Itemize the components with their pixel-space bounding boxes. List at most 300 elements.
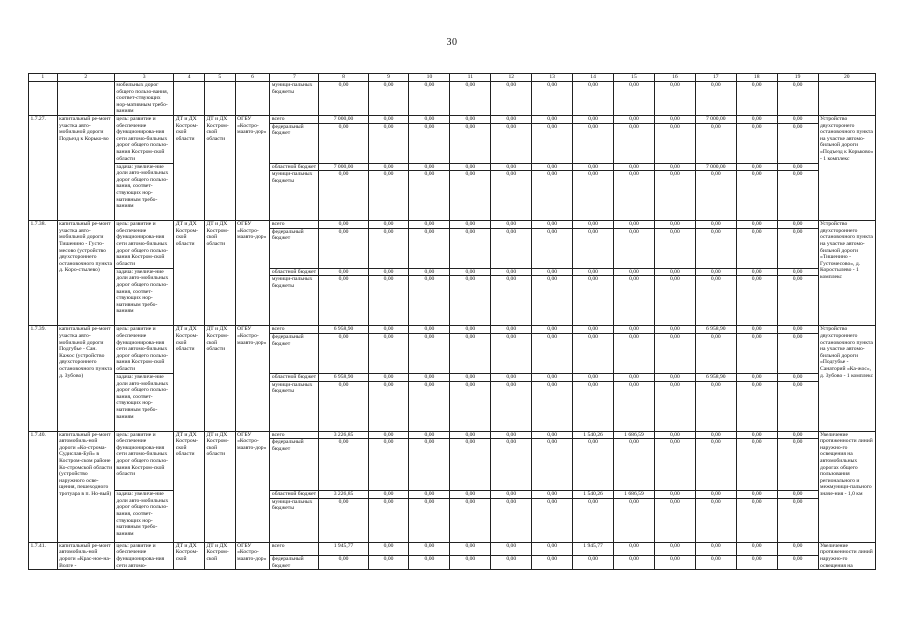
amount-cell: 0,00 — [695, 491, 736, 499]
table-row — [29, 326, 876, 334]
amount-cell: 0,00 — [491, 268, 532, 276]
amount-cell: 0,00 — [491, 542, 532, 555]
item-number: 1.7.40. — [29, 431, 58, 542]
amount-cell: 0,00 — [777, 491, 818, 499]
amount-cell: 0,00 — [532, 491, 573, 499]
amount-cell: 0,00 — [695, 228, 736, 268]
amount-cell: 0,00 — [368, 228, 409, 268]
participant: ОГБУ «Костро-маавто-дор» — [235, 431, 270, 542]
amount-cell: 0,00 — [450, 439, 491, 491]
amount-cell: 0,00 — [654, 115, 695, 123]
amount-cell: 0,00 — [409, 439, 450, 491]
amount-cell: 0,00 — [654, 373, 695, 381]
amount-cell: 0,00 — [695, 439, 736, 491]
amount-cell: 0,00 — [695, 82, 736, 116]
amount-cell: 0,00 — [368, 498, 409, 542]
column-number: 16 — [654, 74, 695, 82]
amount-cell: 0,00 — [450, 163, 491, 171]
amount-cell: 0,00 — [614, 123, 655, 163]
amount-cell: 0,00 — [614, 228, 655, 268]
amount-cell: 0,00 — [450, 268, 491, 276]
amount-cell: 0,00 — [614, 163, 655, 171]
amount-cell: 0,00 — [532, 439, 573, 491]
amount-cell: 0,00 — [736, 498, 777, 542]
amount-cell: 0,00 — [695, 431, 736, 439]
amount-cell: 0,00 — [532, 82, 573, 116]
amount-cell: 0,00 — [409, 333, 450, 373]
amount-cell: 0,00 — [368, 221, 409, 229]
amount-cell: 0,00 — [319, 439, 368, 491]
amount-cell: 0,00 — [777, 82, 818, 116]
table-row — [29, 373, 876, 381]
amount-cell: 0,00 — [409, 171, 450, 221]
empty-cell — [235, 82, 270, 116]
amount-cell: 0,00 — [736, 542, 777, 555]
amount-cell: 0,00 — [409, 268, 450, 276]
amount-cell: 0,00 — [491, 431, 532, 439]
amount-cell: 0,00 — [736, 373, 777, 381]
amount-cell: 0,00 — [532, 373, 573, 381]
amount-cell: 0,00 — [368, 439, 409, 491]
responsible-executor: ДТ и ДХ Костром-ской области — [174, 115, 205, 220]
amount-cell: 0,00 — [409, 228, 450, 268]
amount-cell: 0,00 — [614, 326, 655, 334]
amount-cell: 0,00 — [614, 171, 655, 221]
responsible-executor: ДТ и ДХ Костром-ской области — [174, 221, 205, 326]
amount-cell: 0,00 — [491, 115, 532, 123]
item-name: капитальный ре-монт участка авто-мобильной дороги Подъезд к Корько-во — [57, 115, 114, 220]
amount-cell: 0,00 — [450, 276, 491, 326]
amount-cell: 0,00 — [368, 115, 409, 123]
amount-cell: 0,00 — [654, 542, 695, 555]
amount-cell: 0,00 — [450, 431, 491, 439]
amount-cell: 0,00 — [409, 555, 450, 569]
amount-cell: 0,00 — [368, 333, 409, 373]
source-label: областной бюджет — [270, 163, 319, 171]
task-text: задача: увеличе-ние доли авто-мобильных дорог общего пользо-вания, соответ-ствующих нор-мативным требо-ваниям — [114, 373, 173, 431]
co-executor: ДТ и ДХ Костром-ской — [204, 542, 235, 569]
amount-cell: 0,00 — [777, 123, 818, 163]
amount-cell: 0,00 — [654, 82, 695, 116]
amount-cell: 0,00 — [450, 171, 491, 221]
amount-cell: 0,00 — [777, 163, 818, 171]
amount-cell: 0,00 — [532, 431, 573, 439]
amount-cell: 0,00 — [532, 221, 573, 229]
column-number: 3 — [114, 74, 173, 82]
amount-cell: 0,00 — [695, 555, 736, 569]
column-number: 11 — [450, 74, 491, 82]
amount-cell: 0,00 — [409, 498, 450, 542]
column-number: 8 — [319, 74, 368, 82]
amount-cell: 0,00 — [777, 171, 818, 221]
amount-cell: 0,00 — [532, 115, 573, 123]
responsible-executor: ДТ и ДХ Костром-ской области — [174, 431, 205, 542]
amount-cell: 0,00 — [777, 221, 818, 229]
amount-cell: 0,00 — [654, 228, 695, 268]
amount-cell: 0,00 — [654, 555, 695, 569]
amount-cell: 0,00 — [319, 333, 368, 373]
amount-cell: 0,00 — [573, 171, 614, 221]
amount-cell: 0,00 — [736, 115, 777, 123]
source-label: федеральный бюджет — [270, 228, 319, 268]
amount-cell: 0,00 — [491, 439, 532, 491]
amount-cell: 0,00 — [614, 333, 655, 373]
amount-cell: 0,00 — [736, 268, 777, 276]
amount-cell: 0,00 — [695, 498, 736, 542]
amount-cell: 0,00 — [319, 82, 368, 116]
amount-cell: 0,00 — [450, 123, 491, 163]
amount-cell: 0,00 — [614, 381, 655, 431]
amount-cell: 0,00 — [695, 381, 736, 431]
amount-cell: 0,00 — [777, 333, 818, 373]
column-number: 7 — [270, 74, 319, 82]
amount-cell: 0,00 — [409, 491, 450, 499]
column-number: 12 — [491, 74, 532, 82]
amount-cell: 0,00 — [654, 431, 695, 439]
amount-cell: 1 945,77 — [573, 542, 614, 555]
amount-cell: 0,00 — [736, 228, 777, 268]
amount-cell: 0,00 — [491, 82, 532, 116]
result-text: Устройство двухстороннего остановочного пункта на участке автомо-бильной дороги «Подгубье - Санаторий «Ка-жос», д. Зубово - 1 комплекс — [818, 326, 875, 431]
amount-cell: 0,00 — [654, 123, 695, 163]
amount-cell: 0,00 — [319, 268, 368, 276]
goal-text: цель: развитие и обеспечение функционирова-ния сети автомо-бильных дорог общего пользо-вания Костром-ской области — [114, 431, 173, 491]
amount-cell: 0,00 — [368, 326, 409, 334]
amount-cell: 0,00 — [614, 498, 655, 542]
source-label: муници-пальных бюджеты — [270, 381, 319, 431]
amount-cell: 0,00 — [409, 542, 450, 555]
amount-cell: 0,00 — [409, 115, 450, 123]
participant: ОГБУ «Костро-маавто-дор» — [235, 542, 270, 569]
amount-cell: 0,00 — [450, 498, 491, 542]
amount-cell: 0,00 — [532, 326, 573, 334]
amount-cell: 0,00 — [736, 439, 777, 491]
goal-text: цель: развитие и обеспечение функционирова-ния сети автомо-бильных дорог общего пользо-вания Костром-ской области — [114, 221, 173, 269]
amount-cell: 0,00 — [450, 491, 491, 499]
amount-cell: 0,00 — [491, 123, 532, 163]
source-label: муници-пальных бюджеты — [270, 82, 319, 116]
co-executor: ДТ и ДХ Костром-ской области — [204, 115, 235, 220]
amount-cell: 0,00 — [409, 82, 450, 116]
amount-cell: 0,00 — [450, 373, 491, 381]
amount-cell: 0,00 — [736, 431, 777, 439]
amount-cell: 0,00 — [532, 228, 573, 268]
amount-cell: 0,00 — [319, 171, 368, 221]
amount-cell: 0,00 — [654, 333, 695, 373]
column-number: 20 — [818, 74, 875, 82]
result-text: Увеличение протяженности линий наружно-го освещения на автомобильных дорогах общего пользования регионального и межмуници-пального значе-ния - 1,0 км — [818, 431, 875, 542]
amount-cell: 0,00 — [614, 276, 655, 326]
table-row — [29, 163, 876, 171]
amount-cell: 0,00 — [491, 498, 532, 542]
source-label: муници-пальных бюджеты — [270, 171, 319, 221]
amount-cell: 7 000,00 — [319, 163, 368, 171]
amount-cell: 0,00 — [368, 268, 409, 276]
amount-cell: 0,00 — [409, 221, 450, 229]
amount-cell: 0,00 — [614, 268, 655, 276]
amount-cell: 0,00 — [573, 439, 614, 491]
amount-cell: 0,00 — [736, 491, 777, 499]
amount-cell: 1 686,59 — [614, 431, 655, 439]
amount-cell: 0,00 — [532, 171, 573, 221]
amount-cell: 0,00 — [368, 276, 409, 326]
empty-cell — [29, 82, 58, 116]
amount-cell: 0,00 — [573, 228, 614, 268]
column-number: 14 — [573, 74, 614, 82]
goal-text: цель: развитие и обеспечение функционирова-ния сети автомо-бильных дорог общего пользо-вания Костром-ской области — [114, 326, 173, 374]
amount-cell: 0,00 — [614, 555, 655, 569]
amount-cell: 0,00 — [491, 555, 532, 569]
amount-cell: 0,00 — [450, 542, 491, 555]
table-row — [29, 542, 876, 555]
amount-cell: 0,00 — [573, 555, 614, 569]
amount-cell: 0,00 — [491, 228, 532, 268]
source-label: областной бюджет — [270, 491, 319, 499]
amount-cell: 1 686,59 — [614, 491, 655, 499]
amount-cell: 0,00 — [695, 123, 736, 163]
amount-cell: 0,00 — [736, 381, 777, 431]
amount-cell: 0,00 — [573, 381, 614, 431]
amount-cell: 0,00 — [736, 276, 777, 326]
item-name: капитальный ре-монт автомобиль-ной дороги «Ко-строма- Судиcлав-Буй» в Костром-ском районе Ко-стромской области (устройство наружного осве-щения, пешеходного тротуара в п. Но-вый) — [57, 431, 114, 542]
amount-cell: 0,00 — [654, 171, 695, 221]
amount-cell: 0,00 — [491, 163, 532, 171]
source-label: муници-пальных бюджеты — [270, 276, 319, 326]
amount-cell: 0,00 — [736, 221, 777, 229]
amount-cell: 0,00 — [450, 82, 491, 116]
source-label: муници-пальных бюджеты — [270, 498, 319, 542]
column-number: 15 — [614, 74, 655, 82]
amount-cell: 0,00 — [368, 123, 409, 163]
amount-cell: 0,00 — [450, 228, 491, 268]
amount-cell: 0,00 — [695, 171, 736, 221]
amount-cell: 0,00 — [614, 439, 655, 491]
item-number: 1.7.27. — [29, 115, 58, 220]
amount-cell: 0,00 — [573, 373, 614, 381]
amount-cell: 7 000,00 — [695, 163, 736, 171]
amount-cell: 0,00 — [409, 276, 450, 326]
task-text: задача: увеличе-ние доли авто-мобильных дорог общего пользо-вания, соответ-ствующих нор-мативным требо-ваниям — [114, 268, 173, 326]
column-number: 10 — [409, 74, 450, 82]
source-label: всего — [270, 115, 319, 123]
column-number: 18 — [736, 74, 777, 82]
source-label: областной бюджет — [270, 268, 319, 276]
participant: ОГБУ «Костро-маавто-дор» — [235, 115, 270, 220]
amount-cell: 0,00 — [777, 555, 818, 569]
amount-cell: 0,00 — [777, 498, 818, 542]
table-row — [29, 221, 876, 229]
column-number: 13 — [532, 74, 573, 82]
amount-cell: 1 540,26 — [573, 431, 614, 439]
item-number: 1.7.38. — [29, 221, 58, 326]
amount-cell: 6 958,90 — [695, 373, 736, 381]
amount-cell: 0,00 — [736, 171, 777, 221]
amount-cell: 0,00 — [654, 439, 695, 491]
amount-cell: 0,00 — [777, 373, 818, 381]
amount-cell: 0,00 — [319, 555, 368, 569]
amount-cell: 0,00 — [450, 115, 491, 123]
amount-cell: 0,00 — [573, 123, 614, 163]
amount-cell: 0,00 — [573, 82, 614, 116]
amount-cell: 0,00 — [777, 276, 818, 326]
amount-cell: 0,00 — [409, 373, 450, 381]
amount-cell: 0,00 — [491, 491, 532, 499]
amount-cell: 0,00 — [532, 123, 573, 163]
item-number: 1.7.41. — [29, 542, 58, 569]
amount-cell: 0,00 — [777, 381, 818, 431]
amount-cell: 0,00 — [532, 268, 573, 276]
amount-cell: 0,00 — [573, 326, 614, 334]
amount-cell: 3 226,85 — [319, 491, 368, 499]
participant: ОГБУ «Костро-маавто-дор» — [235, 326, 270, 431]
amount-cell: 0,00 — [654, 381, 695, 431]
empty-cell — [204, 82, 235, 116]
amount-cell: 0,00 — [491, 381, 532, 431]
amount-cell: 0,00 — [319, 123, 368, 163]
column-number: 5 — [204, 74, 235, 82]
goal-text: цель: развитие и обеспечение функционирова-ния сети автомо- — [114, 542, 173, 569]
amount-cell: 0,00 — [695, 268, 736, 276]
amount-cell: 0,00 — [777, 268, 818, 276]
header-row — [29, 74, 876, 82]
amount-cell: 0,00 — [368, 171, 409, 221]
amount-cell: 0,00 — [777, 115, 818, 123]
amount-cell: 0,00 — [532, 381, 573, 431]
responsible-executor: ДТ и ДХ Костром-ской области — [174, 326, 205, 431]
program-table — [28, 73, 876, 570]
amount-cell: 0,00 — [319, 381, 368, 431]
amount-cell: 0,00 — [736, 326, 777, 334]
source-label: всего — [270, 542, 319, 555]
column-number: 9 — [368, 74, 409, 82]
amount-cell: 0,00 — [491, 276, 532, 326]
amount-cell: 0,00 — [368, 82, 409, 116]
amount-cell: 0,00 — [614, 542, 655, 555]
amount-cell: 0,00 — [736, 333, 777, 373]
result-text: Увеличение протяженности линий наружно-го освещения на — [818, 542, 875, 569]
task-text: задача: увеличе-ние доли авто-мобильных дорог общего пользо-вания, соответ-ствующих нор-мативным требо-ваниям — [114, 163, 173, 221]
amount-cell: 0,00 — [654, 491, 695, 499]
amount-cell: 0,00 — [450, 381, 491, 431]
amount-cell: 0,00 — [532, 498, 573, 542]
amount-cell: 0,00 — [450, 333, 491, 373]
source-label: областной бюджет — [270, 373, 319, 381]
item-number: 1.7.39. — [29, 326, 58, 431]
amount-cell: 0,00 — [654, 276, 695, 326]
amount-cell: 0,00 — [491, 326, 532, 334]
amount-cell: 0,00 — [573, 163, 614, 171]
amount-cell: 0,00 — [450, 221, 491, 229]
amount-cell: 0,00 — [532, 555, 573, 569]
column-number: 4 — [174, 74, 205, 82]
amount-cell: 0,00 — [614, 221, 655, 229]
amount-cell: 0,00 — [409, 163, 450, 171]
amount-cell: 0,00 — [573, 221, 614, 229]
amount-cell: 0,00 — [736, 555, 777, 569]
amount-cell: 0,00 — [491, 373, 532, 381]
amount-cell: 0,00 — [532, 276, 573, 326]
amount-cell: 0,00 — [736, 82, 777, 116]
amount-cell: 0,00 — [573, 498, 614, 542]
amount-cell: 1 945,77 — [319, 542, 368, 555]
amount-cell: 7 000,00 — [319, 115, 368, 123]
amount-cell: 0,00 — [777, 326, 818, 334]
continuation-row — [29, 82, 876, 116]
table-row — [29, 431, 876, 439]
amount-cell: 7 000,00 — [695, 115, 736, 123]
source-label: всего — [270, 431, 319, 439]
amount-cell: 0,00 — [654, 268, 695, 276]
amount-cell: 0,00 — [368, 431, 409, 439]
source-label: федеральный бюджет — [270, 555, 319, 569]
column-number: 17 — [695, 74, 736, 82]
amount-cell: 3 226,85 — [319, 431, 368, 439]
column-number: 19 — [777, 74, 818, 82]
goal-text: цель: развитие и обеспечение функционирова-ния сети автомо-бильных дорог общего пользо-вания Костром-ской области — [114, 115, 173, 163]
amount-cell: 0,00 — [736, 163, 777, 171]
amount-cell: 0,00 — [450, 555, 491, 569]
co-executor: ДТ и ДХ Костром-ской области — [204, 221, 235, 326]
column-number: 6 — [235, 74, 270, 82]
item-name: капитальный ре-монт участка авто-мобильной дороги Подгубье - Сан. Кажос (устройство двухстороннего остановочного пункта д. Зубово) — [57, 326, 114, 431]
empty-cell — [174, 82, 205, 116]
co-executor: ДТ и ДХ Костром-ской области — [204, 326, 235, 431]
source-label: всего — [270, 221, 319, 229]
amount-cell: 0,00 — [319, 276, 368, 326]
task-text: задача: увеличе-ние доли авто-мобильных дорог общего пользо-вания, соответ-ствующих нор-мативным требо-ваниям — [114, 491, 173, 543]
result-text: Устройство двухсторонего остановочного пункта на участке автомо-бильной дороги «Подъезд к Корьково» - 1 комплекс — [818, 115, 875, 220]
amount-cell: 0,00 — [777, 439, 818, 491]
amount-cell: 0,00 — [319, 228, 368, 268]
table-row — [29, 115, 876, 123]
page-number: 30 — [446, 37, 458, 48]
amount-cell: 0,00 — [409, 123, 450, 163]
source-label: федеральный бюджет — [270, 333, 319, 373]
amount-cell: 0,00 — [614, 115, 655, 123]
responsible-executor: ДТ и ДХ Костром-ской — [174, 542, 205, 569]
amount-cell: 0,00 — [368, 163, 409, 171]
table-row — [29, 491, 876, 499]
co-executor: ДТ и ДХ Костром-ской области — [204, 431, 235, 542]
amount-cell: 6 958,90 — [695, 326, 736, 334]
amount-cell: 0,00 — [409, 431, 450, 439]
result-text: Устройство двухстороннего остановочного пункта на участке автомо-бильной дороги «Тишенино - Густомесово», д. Коростылево - 1 комплекс — [818, 221, 875, 326]
source-label: всего — [270, 326, 319, 334]
amount-cell: 0,00 — [614, 82, 655, 116]
amount-cell: 0,00 — [736, 123, 777, 163]
amount-cell: 0,00 — [573, 268, 614, 276]
amount-cell: 0,00 — [532, 333, 573, 373]
amount-cell: 0,00 — [319, 498, 368, 542]
amount-cell: 0,00 — [368, 542, 409, 555]
amount-cell: 0,00 — [409, 326, 450, 334]
amount-cell: 0,00 — [409, 381, 450, 431]
column-number: 2 — [57, 74, 114, 82]
amount-cell: 0,00 — [450, 326, 491, 334]
amount-cell: 6 958,90 — [319, 373, 368, 381]
amount-cell: 0,00 — [777, 228, 818, 268]
amount-cell: 0,00 — [777, 542, 818, 555]
amount-cell: 0,00 — [614, 373, 655, 381]
amount-cell: 0,00 — [368, 491, 409, 499]
amount-cell: 0,00 — [654, 498, 695, 542]
amount-cell: 0,00 — [491, 333, 532, 373]
amount-cell: 0,00 — [695, 276, 736, 326]
source-label: федеральный бюджет — [270, 439, 319, 491]
amount-cell: 0,00 — [654, 326, 695, 334]
amount-cell: 0,00 — [573, 276, 614, 326]
item-name: капитальный ре-монт автомобиль-ной дороги «Крас-ное-на-Волге - — [57, 542, 114, 569]
